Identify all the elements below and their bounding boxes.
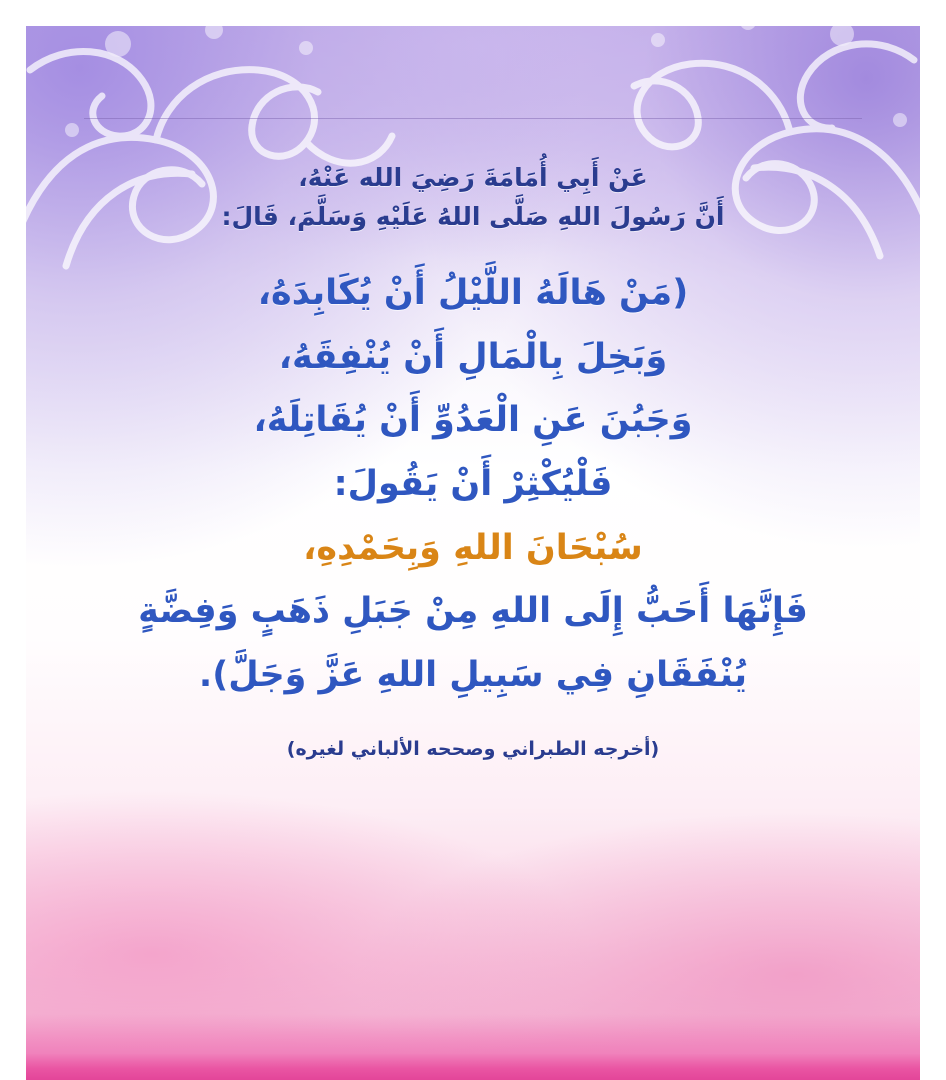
- hadith-line-highlight: سُبْحَانَ اللهِ وَبِحَمْدِهِ،: [303, 527, 643, 568]
- source-attribution: (أخرجه الطبراني وصححه الألباني لغيره): [286, 737, 660, 760]
- hadith-block: [78, 262, 868, 708]
- hadith-line: يُنْفَقَانِ فِي سَبِيلِ اللهِ عَزَّ وَجَلَّ).: [198, 655, 748, 696]
- bottom-color-band: [26, 1054, 920, 1080]
- hadith-line: فَلْيُكْثِرْ أَنْ يَقُولَ:: [333, 464, 613, 505]
- narration-line-1: عَنْ أَبِي أُمَامَةَ رَضِيَ الله عَنْهُ،: [298, 163, 648, 192]
- bottom-gradient-fade: [26, 1014, 920, 1054]
- hadith-line: فَإِنَّهَا أَحَبُّ إِلَى اللهِ مِنْ جَبَلِ ذَهَبٍ وَفِضَّةٍ: [138, 591, 808, 632]
- narration-block: [78, 158, 868, 236]
- hadith-line: (مَنْ هَالَهُ اللَّيْلُ أَنْ يُكَابِدَهُ،: [257, 273, 689, 313]
- poster-content: [26, 26, 920, 760]
- narration-line-2: أَنَّ رَسُولَ اللهِ صَلَّى اللهُ عَلَيْهِ وَسَلَّمَ، قَالَ:: [221, 202, 725, 231]
- decorative-card: [26, 26, 920, 1080]
- hadith-line: وَبَخِلَ بِالْمَالِ أَنْ يُنْفِقَهُ،: [278, 336, 668, 377]
- hadith-line: وَجَبُنَ عَنِ الْعَدُوِّ أَنْ يُقَاتِلَهُ،: [253, 400, 693, 441]
